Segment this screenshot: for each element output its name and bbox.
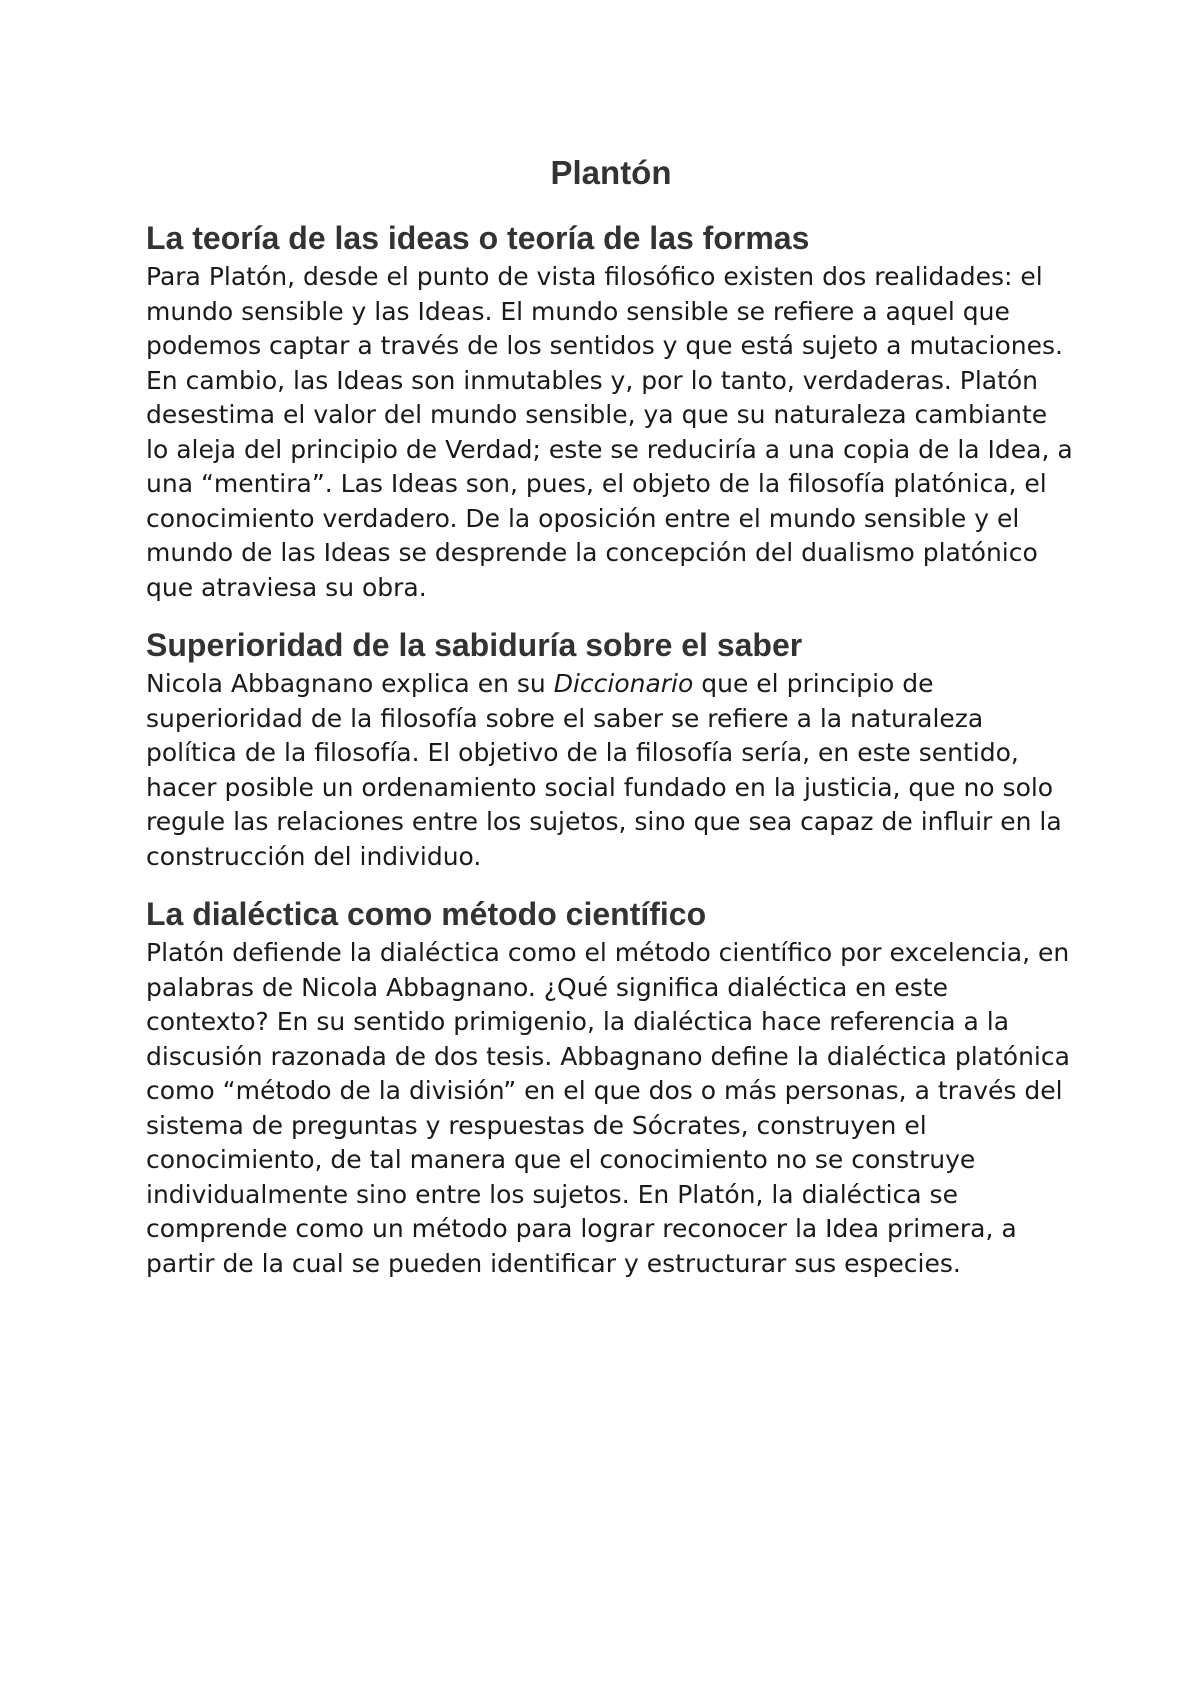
section-theory-of-ideas — [146, 216, 1076, 605]
section-heading: La teoría de las ideas o teoría de las formas — [146, 220, 810, 256]
document-page — [146, 150, 1076, 1299]
section-heading: La dialéctica como método científico — [146, 896, 707, 932]
body-text: que el principio de superioridad de la filosofía sobre el saber se refiere a la naturaleza política de la filosofía. El objetivo de la filosofía sería, en este sentido, hacer posible un ordenamiento social fundado en la justicia, que no solo regule las relaciones entre los sujetos, sino que sea capaz de influir en la construcción del individuo. — [146, 669, 1062, 871]
book-title-italic: Diccionario — [553, 669, 694, 698]
body-text: Nicola Abbagnano explica en su — [146, 669, 554, 698]
section-body: Platón defiende la dialéctica como el método científico por excelencia, en palabras de Nicola Abbagnano. ¿Qué significa dialéctica en este contexto? En su sentido primigenio, la dialéctica hace referencia a la discusión razonada de dos tesis. Abbagnano define la dialéctica platónica como “método de la división” en el que dos o más personas, a través del sistema de preguntas y respuestas de Sócrates, construyen el conocimiento, de tal manera que el conocimiento no se construye individualmente sino entre los sujetos. En Platón, la dialéctica se comprende como un método para lograr reconocer la Idea primera, a partir de la cual se pueden identificar y estructurar sus especies. — [146, 938, 1070, 1278]
section-superiority-of-wisdom — [146, 623, 1076, 874]
section-body — [146, 667, 1076, 874]
section-body: Para Platón, desde el punto de vista filosófico existen dos realidades: el mundo sensible y las Ideas. El mundo sensible se refiere a aquel que podemos captar a través de los sentidos y que está sujeto a mutaciones. En cambio, las Ideas son inmutables y, por lo tanto, verdaderas. Platón desestima el valor del mundo sensible, ya que su naturaleza cambiante lo aleja del principio de Verdad; este se reduciría a una copia de la Idea, a una “mentira”. Las Ideas son, pues, el objeto de la filosofía platónica, el conocimiento verdadero. De la oposición entre el mundo sensible y el mundo de las Ideas se desprende la concepción del dualismo platónico que atraviesa su obra. — [146, 262, 1073, 602]
section-heading: Superioridad de la sabiduría sobre el saber — [146, 627, 803, 663]
document-title: Plantón — [550, 154, 672, 191]
section-dialectic-method — [146, 892, 1076, 1281]
